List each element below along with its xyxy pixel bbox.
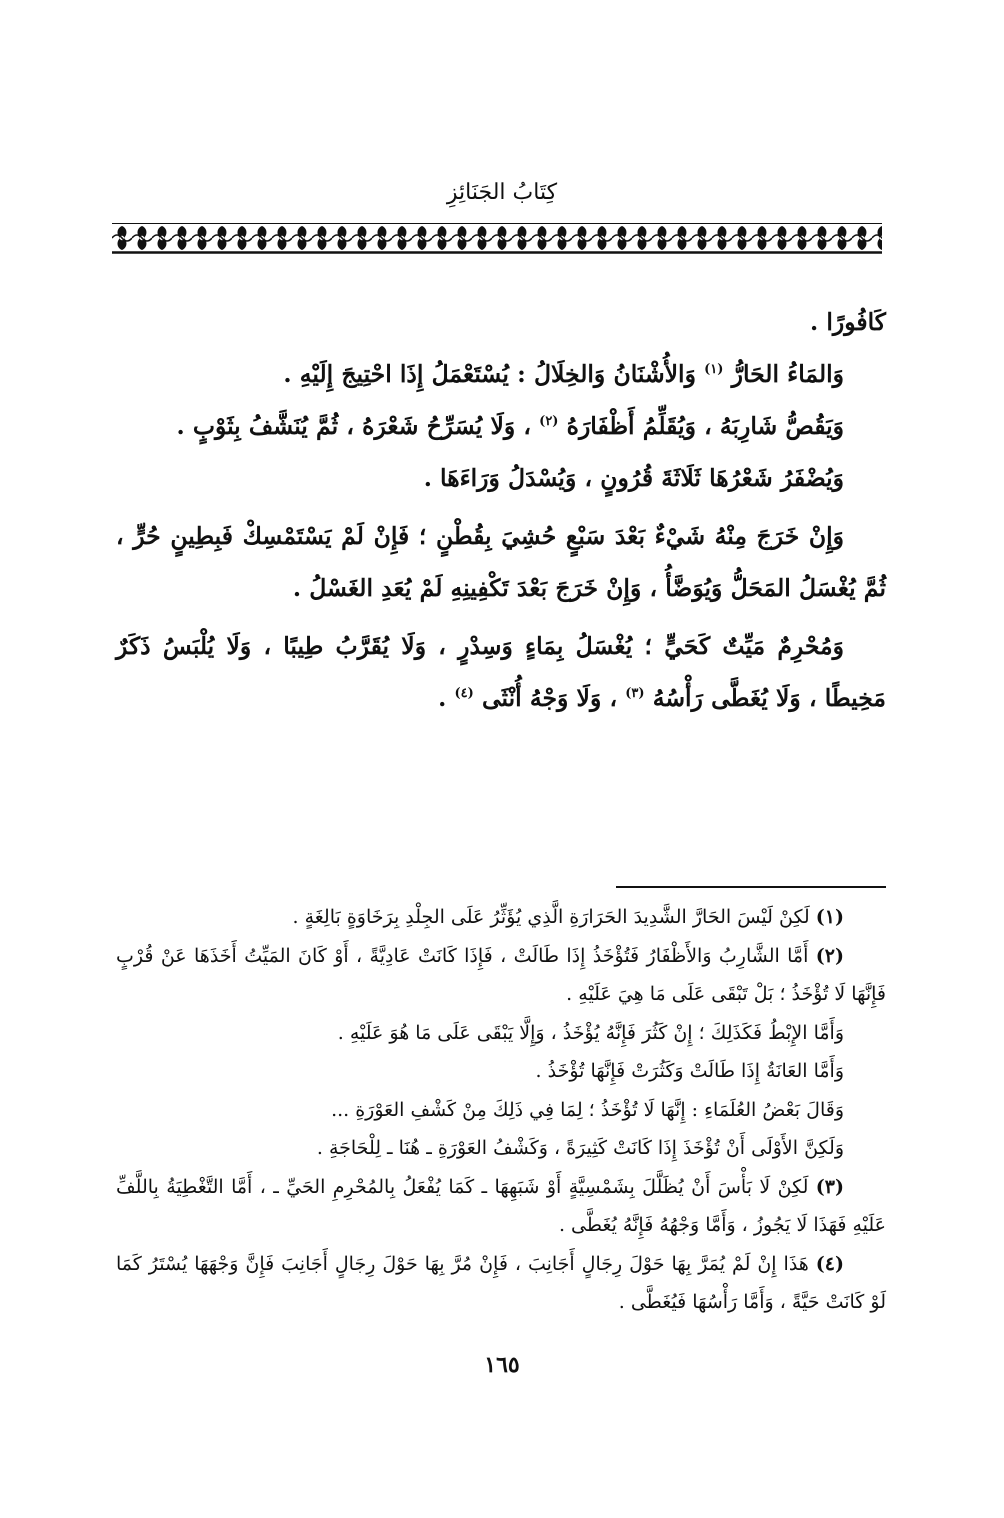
footnotes-section	[116, 898, 886, 1322]
footnote-2-continuation: وَأَمَّا العَانَةُ إِذَا طَالَتْ وَكَثُرَتْ فَإِنَّهَا تُؤْخَذُ .	[535, 1060, 844, 1082]
main-text	[116, 296, 886, 724]
main-text-span: وَيَقُصُّ شَارِبَهُ ، وَيُقَلِّمُ أَظْفَارَهُ	[566, 412, 844, 440]
footnote-2-continuation: وَلَكِنَّ الأَوْلَى أَنْ تُؤْخَذَ إِذَا كَانَتْ كَثِيرَةً ، وَكَشْفُ العَوْرَةِ ـ هُنَا ـ لِلْحَاجَةِ .	[316, 1137, 844, 1159]
main-text-span: وَيُضْفَرُ شَعْرُهَا ثَلَاثَةَ قُرُونٍ ، وَيُسْدَلُ وَرَاءَهَا .	[423, 464, 844, 492]
footnote-ref-3: (٣)	[625, 686, 645, 702]
main-text-span: وَالمَاءُ الحَارُّ	[731, 360, 844, 388]
footnote-ref-4: (٤)	[454, 686, 474, 702]
footnote-text: لَكِنْ لَيْسَ الحَارَّ الشَّدِيدَ الحَرَارَةِ الَّذِي يُؤَثِّرُ عَلَى الجِلْدِ بِرَخَاوَةٍ بَالِغَةٍ .	[292, 906, 810, 928]
main-paragraph-3	[116, 400, 886, 452]
main-paragraph-6	[116, 620, 886, 724]
footnote-text: هَذَا إِنْ لَمْ يُمَرَّ بِهَا حَوْلَ رِجَالٍ أَجَانِبَ ، فَإِنْ مُرَّ بِهَا حَوْلَ رِجَالٍ أَجَانِبَ فَإِنَّ وَجْهَهَا يُسْتَرُ كَمَا لَوْ كَانَتْ حَيَّةً ، وَأَمَّا رَأْسُهَا فَيُغَطَّى .	[116, 1252, 886, 1313]
main-text-span: وَالأُشْنَانُ وَالخِلَالُ : يُسْتَعْمَلُ إِذَا احْتِيجَ إِلَيْهِ .	[283, 360, 696, 388]
footnote-text: أَمَّا الشَّارِبُ وَالأَظْفَارُ فَتُؤْخَذُ إِذَا طَالَتْ ، فَإِذَا كَانَتْ عَادِيَّةً ، أَوْ كَانَ المَيِّتُ أَخَذَهَا عَنْ قُرْبٍ فَإِنَّهَا لَا تُؤْخَذُ ؛ بَلْ تَبْقَى عَلَى مَا هِيَ عَلَيْهِ .	[116, 944, 886, 1005]
header-ornament-border	[112, 222, 882, 254]
main-paragraph-5: وَإِنْ خَرَجَ مِنْهُ شَيْءٌ بَعْدَ سَبْعٍ حُشِيَ بِقُطْنٍ ؛ فَإِنْ لَمْ يَسْتَمْسِكْ فَبِطِينٍ حُرٍّ ، ثُمَّ يُغْسَلُ المَحَلُّ وَيُوَضَّأُ ، وَإِنْ خَرَجَ بَعْدَ تَكْفِينِهِ لَمْ يُعَدِ الغَسْلُ .	[116, 522, 886, 602]
main-paragraph-1	[116, 296, 886, 348]
footnote-separator	[616, 886, 886, 888]
running-header-title: كِتَابُ الجَنَائِزِ	[446, 180, 558, 205]
footnote-number: (٣)	[815, 1175, 844, 1198]
footnote-2-continuation: وَأَمَّا الإِبْطُ فَكَذَلِكَ ؛ إِنْ كَثُرَ فَإِنَّهُ يُؤْخَذُ ، وَإِلَّا يَبْقَى عَلَى مَا هُوَ عَلَيْهِ .	[337, 1021, 844, 1044]
main-paragraph-4	[116, 452, 886, 504]
footnote-number: (١)	[815, 906, 844, 928]
footnote-ref-1: (١)	[704, 362, 724, 378]
main-paragraph-2	[116, 348, 886, 400]
footnote-number: (٤)	[815, 1252, 844, 1275]
main-text-span: ، وَلَا وَجْهُ أُنْثَى	[481, 684, 618, 712]
footnote-1	[116, 898, 886, 937]
main-text-span: ، وَلَا يُسَرِّحُ شَعْرَهُ ، ثُمَّ يُنَشَّفُ بِثَوْبٍ .	[176, 412, 531, 440]
ornament-pattern-icon	[112, 222, 882, 254]
main-text-span: كَافُورًا .	[810, 308, 886, 336]
footnote-2-continuation: وَقَالَ بَعْضُ العُلَمَاءِ : إِنَّهَا لَا تُؤْخَذُ ؛ لِمَا فِي ذَلِكَ مِنْ كَشْفِ العَوْرَةِ ...	[331, 1098, 844, 1121]
main-text-span: وَمُحْرِمٌ مَيِّتٌ كَحَيٍّ ؛ يُغْسَلُ بِمَاءٍ وَسِدْرٍ ، وَلَا يُقَرَّبُ طِيبًا ، وَلَا يُلْبَسُ ذَكَرٌ مَخِيطًا ، وَلَا يُغَطَّى رَأْسُهُ	[116, 632, 886, 712]
main-text-span: .	[438, 684, 447, 712]
footnote-ref-2: (٢)	[539, 414, 559, 430]
page-number: ١٦٥	[484, 1352, 520, 1378]
footnote-number: (٢)	[815, 944, 844, 967]
footnote-4	[116, 1245, 886, 1322]
footnote-3	[116, 1168, 886, 1245]
footnote-text: لَكِنْ لَا بَأْسَ أَنْ يُظَلَّلَ بِشَمْسِيَّةٍ أَوْ شَبَهِهَا ـ كَمَا يُفْعَلُ بِالمُحْرِمِ الحَيِّ ـ ، أَمَّا التَّغْطِيَةُ بِاللَّفِّ عَلَيْهِ فَهَذَا لَا يَجُوزُ ، وَأَمَّا وَجْهُهُ فَإِنَّهُ يُغَطَّى .	[116, 1175, 886, 1236]
footnote-2	[116, 937, 886, 1014]
